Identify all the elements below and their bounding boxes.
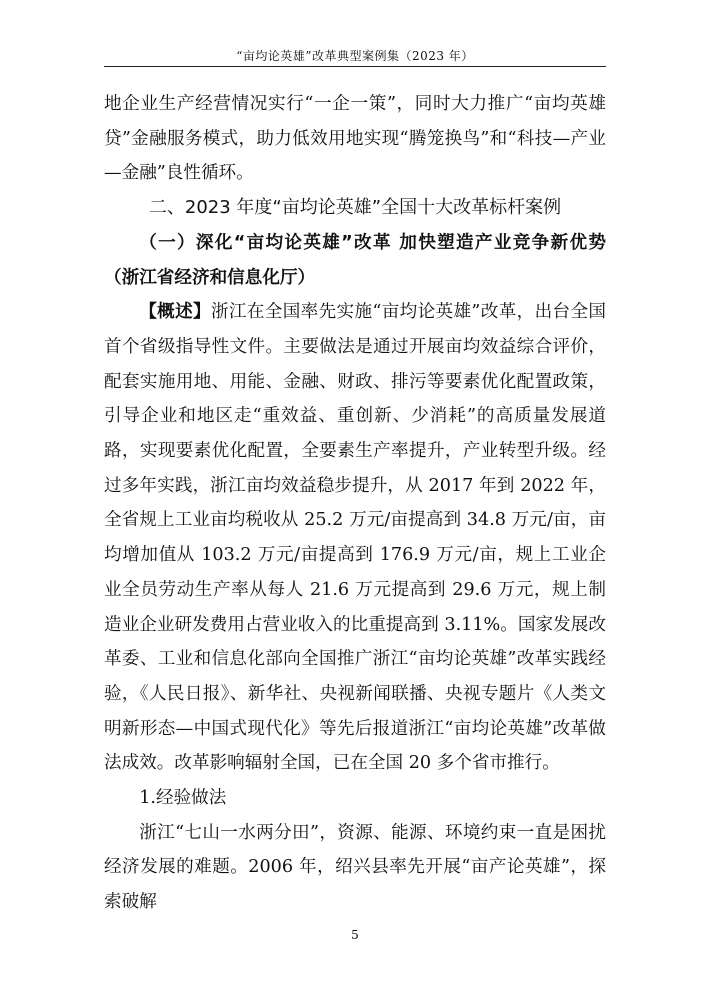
page-number: 5 (351, 928, 359, 942)
overview-paragraph (104, 295, 606, 781)
case-heading: （一）深化“亩均论英雄”改革 加快塑造产业竞争新优势（浙江省经济和信息化厅） (104, 232, 606, 288)
subheading-experience: 1.经验做法 (139, 788, 227, 809)
page-body (104, 87, 606, 920)
body-paragraph: 浙江“七山一水两分田”，资源、能源、环境约束一直是困扰经济发展的难题。2006 年，绍兴县率先开展“亩产论英雄”，探索破解 (104, 822, 606, 913)
running-header: “亩均论英雄”改革典型案例集（2023 年） (236, 49, 474, 63)
section-heading: 二、2023 年度“亩均论英雄”全国十大改革标杆案例 (148, 197, 562, 219)
overview-label: 【概述】 (139, 301, 211, 323)
continuation-paragraph: 地企业生产经营情况实行“一企一策”，同时大力推广“亩均英雄贷”金融服务模式，助力低效用地实现“腾笼换鸟”和“科技—产业—金融”良性循环。 (104, 94, 606, 184)
overview-text: 浙江在全国率先实施“亩均论英雄”改革，出台全国首个省级指导性文件。主要做法是通过开展亩均效益综合评价，配套实施用地、用能、金融、财政、排污等要素优化配置政策，引导企业和地区走“重效益、重创新、少消耗”的高质量发展道路，实现要素优化配置，全要素生产率提升，产业转型升级。经过多年实践，浙江亩均效益稳步提升，从 2017 年到 2022 年，全省规上工业亩均税收从 25.2 万元/亩提高到 34.8 万元/亩，亩均增加值从 103.2 万元/亩提高到 176.9 万元/亩，规上工业企业全员劳动生产率从每人 21.6 万元提高到 29.6 万元，规上制造业企业研发费用占营业收入的比重提高到 3.11%。国家发展改革委、工业和信息化部向全国推广浙江“亩均论英雄”改革实践经验，《人民日报》、新华社、央视新闻联播、央视专题片《人类文明新形态—中国式现代化》等先后报道浙江“亩均论英雄”改革做法成效。改革影响辐射全国，已在全国 20 多个省市推行。 (104, 302, 606, 774)
header-rule (104, 66, 606, 67)
